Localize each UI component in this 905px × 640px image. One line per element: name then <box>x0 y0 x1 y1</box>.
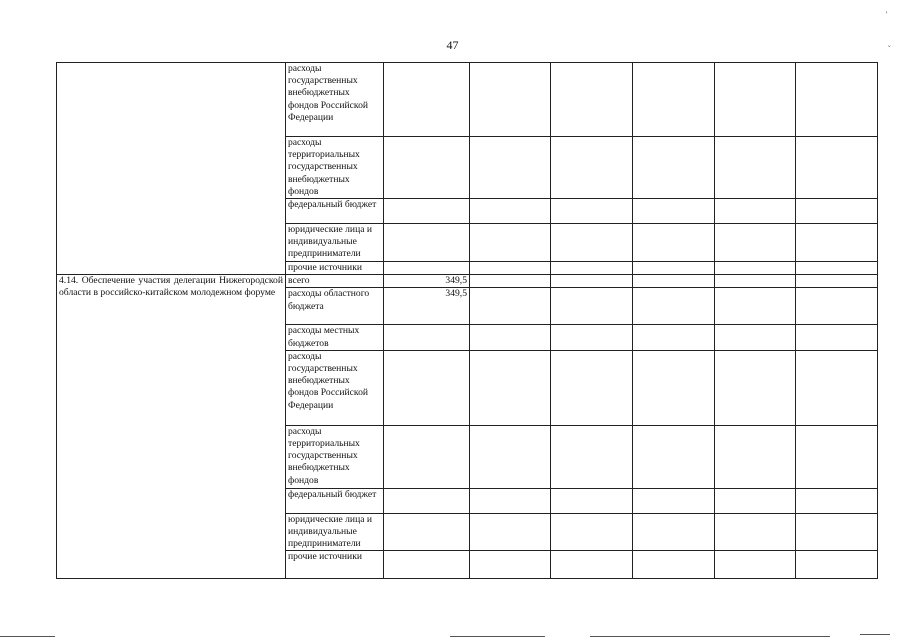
funding-source-cell: расходы территориальных государственных внебюджетных фондов <box>286 137 384 199</box>
funding-source-cell: расходы государственных внебюджетных фондов Российской Федерации <box>286 350 384 425</box>
funding-source-cell: федеральный бюджет <box>286 488 384 513</box>
funding-source-cell: расходы территориальных государственных внебюджетных фондов <box>286 425 384 488</box>
funding-source-cell: всего <box>286 275 384 288</box>
page-number: 47 <box>446 38 459 52</box>
amount-cell: 349,5 <box>384 288 470 325</box>
event-description-cell: 4.14. Обеспечение участия делегации Нижегородской области в российско-китайском молодежном форуме <box>57 275 286 579</box>
funding-source-cell: федеральный бюджет <box>286 199 384 224</box>
scan-mark: ˘ <box>888 44 891 53</box>
funding-source-cell: расходы государственных внебюджетных фондов Российской Федерации <box>286 63 384 137</box>
amount-cell <box>384 513 470 551</box>
table-row <box>57 63 878 137</box>
funding-source-cell: юридические лица и индивидуальные предприниматели <box>286 224 384 262</box>
amount-cell <box>384 488 470 513</box>
amount-cell <box>384 350 470 425</box>
amount-cell <box>384 551 470 579</box>
amount-cell <box>384 325 470 350</box>
event-cell-continued <box>57 63 286 275</box>
funding-source-cell: прочие источники <box>286 551 384 579</box>
amount-cell <box>384 425 470 488</box>
funding-source-cell: расходы областного бюджета <box>286 288 384 325</box>
funding-source-cell: прочие источники <box>286 262 384 275</box>
budget-table <box>56 62 878 579</box>
amount-cell: 349,5 <box>384 275 470 288</box>
funding-source-cell: расходы местных бюджетов <box>286 325 384 350</box>
scan-mark: ' <box>886 10 888 19</box>
table-row <box>57 275 878 288</box>
funding-source-cell: юридические лица и индивидуальные предприниматели <box>286 513 384 551</box>
